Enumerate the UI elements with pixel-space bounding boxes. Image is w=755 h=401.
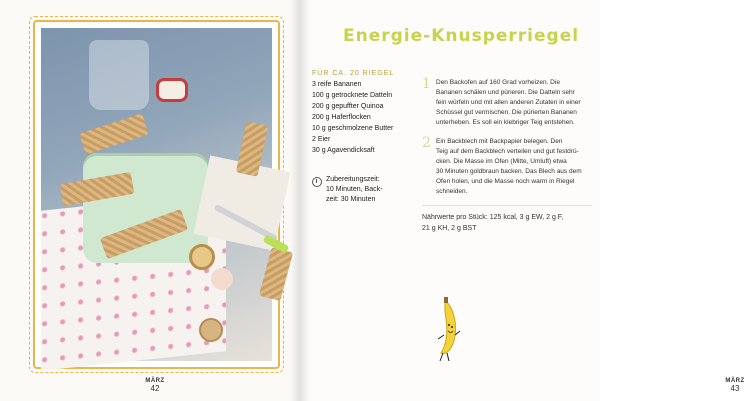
ingredient-item: 2 Eier <box>312 136 331 143</box>
prep-time-block <box>312 175 412 205</box>
step-line: cken. Die Masse im Ofen (Mitte, Umluft) etwa <box>436 158 567 165</box>
step-text <box>436 137 582 197</box>
left-page <box>0 0 300 401</box>
divider <box>422 205 592 206</box>
left-page-number: 42 <box>150 384 160 393</box>
right-page-number: 43 <box>730 384 740 393</box>
prep-time-line: Zubereitungszeit: <box>326 176 380 183</box>
step-line: Bananen schälen und pürieren. Die Datteln sehr <box>436 89 575 96</box>
step-1 <box>422 78 592 128</box>
pig-figure <box>211 268 233 290</box>
glass-jar <box>89 40 149 110</box>
lion-figure <box>189 244 215 270</box>
clock-icon <box>312 177 322 187</box>
step-line: 30 Minuten goldbraun backen. Das Blech aus dem <box>436 168 582 175</box>
ingredient-item: 3 reife Bananen <box>312 81 362 88</box>
step-line: Ofen holen, und die Masse noch warm in Riegel <box>436 178 575 185</box>
nutrition-line: Nährwerte pro Stück: 125 kcal, 3 g EW, 2 g F, <box>422 214 564 221</box>
left-month: MÄRZ <box>145 378 165 384</box>
ingredient-item: 200 g gepuffter Quinoa <box>312 103 384 110</box>
step-number: 2 <box>422 135 431 151</box>
ingredient-item: 30 g Agavendicksaft <box>312 147 375 154</box>
step-text <box>436 78 581 128</box>
right-folio <box>715 378 755 393</box>
banana-icon <box>432 295 462 365</box>
step-line: Den Backofen auf 160 Grad vorheizen. Die <box>436 79 560 86</box>
photo-frame <box>33 20 280 369</box>
wooden-figure <box>199 318 223 342</box>
step-line: Teig auf dem Backblech verteilen und gut festdrü- <box>436 148 579 155</box>
step-2 <box>422 137 592 197</box>
ingredient-item: 200 g Haferflocken <box>312 114 371 121</box>
nutrition-line: 21 g KH, 2 g BST <box>422 225 477 232</box>
book-gutter <box>290 0 310 401</box>
step-line: schneiden. <box>436 188 468 195</box>
ingredient-item: 100 g getrocknete Datteln <box>312 92 393 99</box>
ingredient-item: 10 g geschmolzene Butter <box>312 125 394 132</box>
nutrition-info <box>422 212 572 234</box>
ingredients-block <box>312 70 412 156</box>
prep-time-line: 10 Minuten, Back- <box>326 186 383 193</box>
recipe-title: Energie-Knusperriegel <box>343 26 580 46</box>
green-tray <box>83 153 208 263</box>
twine-spool <box>156 78 188 102</box>
step-line: Schüssel gut vermischen. Die pürierten Bananen <box>436 109 577 116</box>
step-line: unterheben. Es soll ein klebriger Teig entstehen. <box>436 119 575 126</box>
granola-bar <box>79 113 149 154</box>
right-month: MÄRZ <box>725 378 745 384</box>
step-number: 1 <box>422 76 431 92</box>
left-folio <box>135 378 175 393</box>
step-line: fein würfeln und mit allen anderen Zutaten in einer <box>436 99 581 106</box>
granola-bar <box>259 247 293 301</box>
recipe-photo <box>41 28 272 361</box>
ingredients-heading: FÜR CA. 20 RIEGEL <box>312 70 395 77</box>
step-line: Ein Backblech mit Backpapier belegen. Den <box>436 138 563 145</box>
prep-time-line: zeit: 30 Minuten <box>326 196 376 203</box>
instructions <box>422 78 592 206</box>
